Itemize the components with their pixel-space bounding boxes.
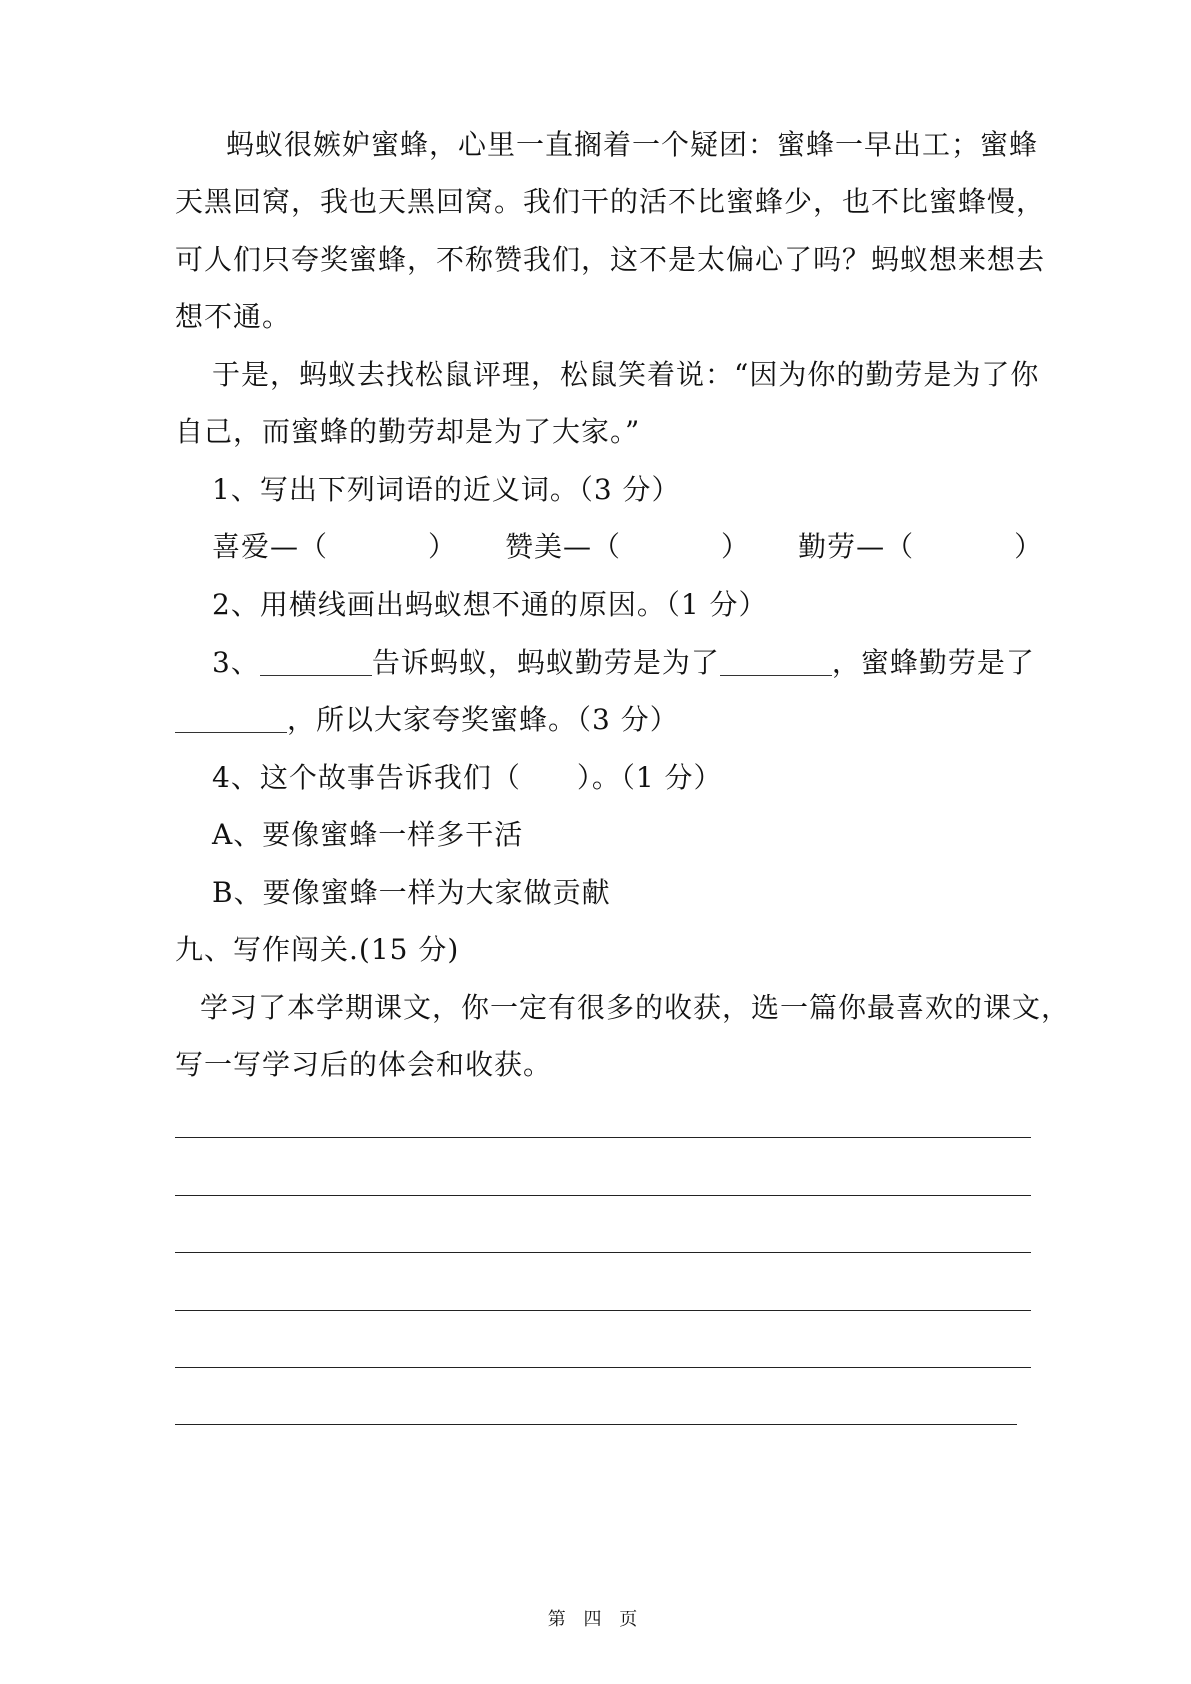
- paren-close: ）: [1014, 530, 1044, 563]
- writing-line[interactable]: [175, 1310, 1031, 1311]
- writing-prompt: 写一写学习后的体会和收获。: [175, 1048, 553, 1081]
- writing-prompt: 学习了本学期课文，你一定有很多的收获，选一篇你最喜欢的课文，: [200, 991, 1071, 1024]
- question-1: 1、写出下列词语的近义词。（3 分）: [212, 473, 681, 506]
- question-4: [212, 758, 1072, 798]
- writing-line[interactable]: [175, 1195, 1031, 1196]
- fill-blank[interactable]: [175, 704, 287, 733]
- question-text: ）。（1 分）: [576, 761, 723, 794]
- question-text: ，蜜蜂勤劳是了: [831, 646, 1035, 679]
- option-b: B、要像蜜蜂一样为大家做贡献: [212, 876, 611, 909]
- synonym-word-3: 勤劳—（: [798, 530, 915, 563]
- paren-close: ）: [721, 530, 751, 563]
- writing-line[interactable]: [175, 1252, 1031, 1253]
- question-text: 4、这个故事告诉我们（: [212, 761, 521, 794]
- question-2: 2、用横线画出蚂蚁想不通的原因。（1 分）: [212, 588, 768, 621]
- synonym-word-2: 赞美—（: [505, 530, 622, 563]
- paren-close: ）: [428, 530, 458, 563]
- synonym-row: [212, 527, 1072, 567]
- fill-blank[interactable]: [720, 647, 832, 676]
- fill-blank[interactable]: [260, 647, 372, 676]
- question-3: [212, 643, 1072, 683]
- passage-line: 自己，而蜜蜂的勤劳却是为了大家。”: [175, 415, 641, 448]
- passage-line: 想不通。: [175, 300, 292, 333]
- question-text: ，所以大家夸奖蜜蜂。（3 分）: [287, 703, 679, 736]
- synonym-word-1: 喜爱—（: [212, 530, 329, 563]
- question-text: 告诉蚂蚁，蚂蚁勤劳是为了: [371, 646, 720, 679]
- page-number: 第 四 页: [547, 1609, 644, 1630]
- question-number: 3、: [212, 646, 260, 679]
- passage-line: 蚂蚁很嫉妒蜜蜂，心里一直搁着一个疑团：蜜蜂一早出工；蜜蜂: [226, 128, 1039, 161]
- writing-line[interactable]: [175, 1367, 1031, 1368]
- passage-line: 于是，蚂蚁去找松鼠评理，松鼠笑着说：“因为你的勤劳是为了你: [212, 358, 1040, 391]
- option-a: A、要像蜜蜂一样多干活: [212, 818, 524, 851]
- writing-line[interactable]: [175, 1424, 1017, 1425]
- question-3-cont: [175, 700, 1035, 740]
- passage-line: 可人们只夸奖蜜蜂，不称赞我们，这不是太偏心了吗？蚂蚁想来想去: [175, 243, 1046, 276]
- passage-line: 天黑回窝，我也天黑回窝。我们干的活不比蜜蜂少，也不比蜜蜂慢，: [175, 185, 1046, 218]
- writing-line[interactable]: [175, 1137, 1031, 1138]
- section-heading: 九、写作闯关.(15 分): [175, 933, 460, 966]
